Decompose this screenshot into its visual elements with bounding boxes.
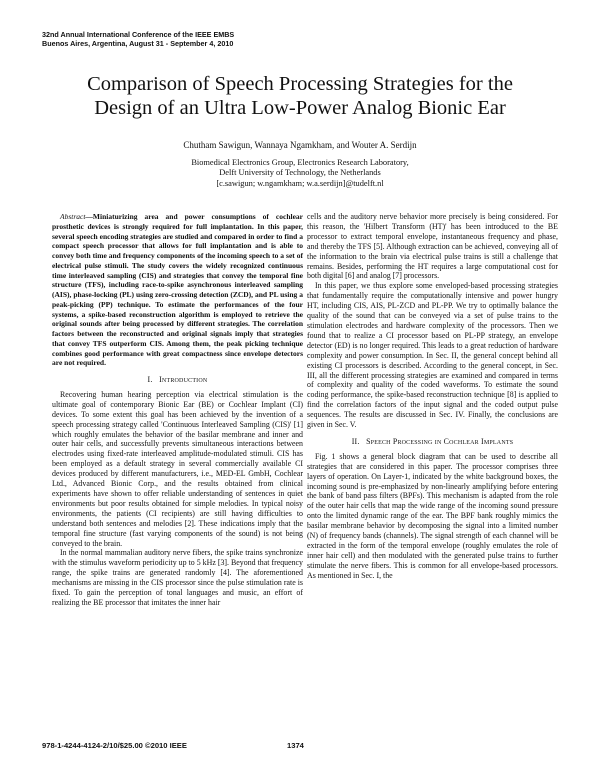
page-number: 1374	[287, 741, 304, 750]
affiliation	[120, 158, 480, 189]
author-emails: [c.sawigun; w.ngamkham; w.a.serdijn]@tudelft.nl	[216, 178, 384, 188]
abstract-label: Abstract	[60, 212, 86, 221]
title-line-1: Comparison of Speech Processing Strategies for the	[87, 73, 513, 95]
section-title: Introduction	[159, 375, 208, 384]
title-line-2: Design of an Ultra Low-Power Analog Bionic Ear	[94, 97, 506, 119]
section-heading-introduction	[52, 375, 303, 385]
isbn-footer: 978-1-4244-4124-2/10/$25.00 ©2010 IEEE	[42, 741, 187, 750]
section-title: Speech Processing in Cochlear Implants	[366, 436, 514, 446]
paper-title	[30, 72, 570, 120]
affiliation-university: Delft University of Technology, the Netherlands	[219, 168, 381, 178]
intro-paragraph-4: In this paper, we thus explore some enveloped-based processing strategies that fundamentally require the computationally intensive and power hungry HT, including CIS, AIS, PL-ZCD and PL-PP. We try to optimally balance the quality of the sound that can be conveyed via a set of pulse trains to the stimulation electrodes and hardware complexity of the processors. Then we found that to realize a CI processor based on PL-PP strategy, an envelope detector (ED) is no longer required. This leads to a great reduction of hardware complexity and power consumption. In Sec. II, the general concept behind all existing CI processors is described. According to the general concept, in Sec. III, all the different processing strategies are examined and compared in terms of complexity and quality of the coded waveforms. To estimate the sound coding performance, the spike-based reconstruction technique [8] is applied to find the correlation factors of the input signal and the coded output pulse sequences. The results are discussed in Sec. IV. Finally, the conclusions are given in Sec. V.	[307, 281, 558, 430]
section-numeral: I.	[147, 375, 153, 384]
intro-paragraph-3: cells and the auditory nerve behavior more precisely is being considered. For this reason, the 'Hilbert Transform (HT)' has been introduced to the BE processor to extract temporal envelope, instantaneous frequency and phase, and thereby the TFS [5]. Although extraction can be achieved, conveying all of the information to the brain via electrical pulse trains is still a challenge that remains. Besides, performing the HT requires a large computational cost for both digital [6] and analog [7] processors.	[307, 212, 558, 281]
section2-paragraph-1: Fig. 1 shows a general block diagram that can be used to describe all strategies that are considered in this paper. The processor comprises three layers of operation. On Layer-1, indicated by the white background boxes, the incoming sound is pre-emphasized by non-linearly amplifying before entering the bank of band pass filters (BPFs). This mechanism is adapted from the role of the outer hair cells that map the wide range of the incoming sound pressure onto the limited dynamic range of the ear. The BPF bank roughly mimics the basilar membrane behavior by decomposing the signal into a limited number (N) of frequency bands (channels). The signal strength of each channel will be extracted in the form of the temporal envelope (roughly emulates the role of inner hair cell) and then modulated with the generated pulse trains to further stimulate the nerve fibers. This is common for all envelope-based processors. As mentioned in Sec. I, the	[307, 451, 558, 580]
conference-header	[42, 30, 234, 48]
affiliation-group: Biomedical Electronics Group, Electronics Research Laboratory,	[191, 158, 409, 167]
left-column	[52, 212, 303, 608]
conference-name: 32nd Annual International Conference of the IEEE EMBS	[42, 30, 235, 39]
abstract	[52, 212, 303, 368]
conference-location: Buenos Aires, Argentina, August 31 - September 4, 2010	[42, 39, 234, 48]
section-numeral: II.	[351, 436, 360, 446]
author-list: Chutham Sawigun, Wannaya Ngamkham, and Wouter A. Serdijn	[183, 140, 417, 150]
right-column	[307, 212, 558, 581]
intro-paragraph-2: In the normal mammalian auditory nerve fibers, the spike trains synchronize with the stimulus waveform periodicity up to 5 kHz [3]. Beyond that frequency range, the spike trains are generated randomly [4]. The aforementioned mechanisms are missing in the CIS processor since the pulse stimulation rate is fixed. To gain the perception of tonal languages and music, an effort of realizing the BE processor that imitates the inner hair	[52, 548, 303, 607]
abstract-text: —Miniaturizing area and power consumptions of cochlear prosthetic devices is strongly required for full implantation. In this paper, several speech encoding strategies are studied and compared in order to find a compact speech processor that allows for full implantation and is able to convey both time and frequency components of the incoming speech to a set of electrical pulse stimuli. The study covers the widely recognized continuous time interleaved sampling (CIS) and strategies that convey the temporal fine structure (TFS), including race-to-spike asynchronous interleaved sampling (AIS), phase-locking (PL) using zero-crossing detection (ZCD), and PL using a peak-picking (PP) technique. To estimate the performances of the four systems, a spike-based reconstruction algorithm is employed to retrieve the original sounds after being processed by different strategies. The correlation factors between the reconstructed and original signals imply that strategies that convey TFS outperform CIS. Among them, the peak picking technique combines good performance with great compactness since envelope detectors are not required.	[52, 212, 303, 368]
intro-paragraph-1: Recovering human hearing perception via electrical stimulation is the ultimate goal of contemporary Bionic Ear (BE) or Cochlear Implant (CI) devices. To some extent this goal has been achieved by the invention of a speech processing strategy called 'Continuous Interleaved Sampling (CIS)' [1] which roughly emulates the behavior of the basilar membrane and inner and outer hair cells, and successfully prevents simultaneous interactions between electrodes using fixed-rate interleaved amplitude-modulated stimuli. CIS has been employed as a default strategy in several commercially available CI devices produced by different manufacturers, i.e., MED-EL GmbH, Cochlear Ltd., Advanced Bionic Corp., and the results obtained from clinical experiments have shown to offer reliable understanding of sentences in quiet environments but poor results obtained for simple melodies. In typical noisy environments, the patients (CI recipients) are still having difficulties to understand both sentences and melodies [2]. These indications imply that the temporal fine structure (fast varying components of the sound) is not being conveyed to the brain.	[52, 389, 303, 548]
section-heading-speech-processing	[307, 437, 558, 447]
